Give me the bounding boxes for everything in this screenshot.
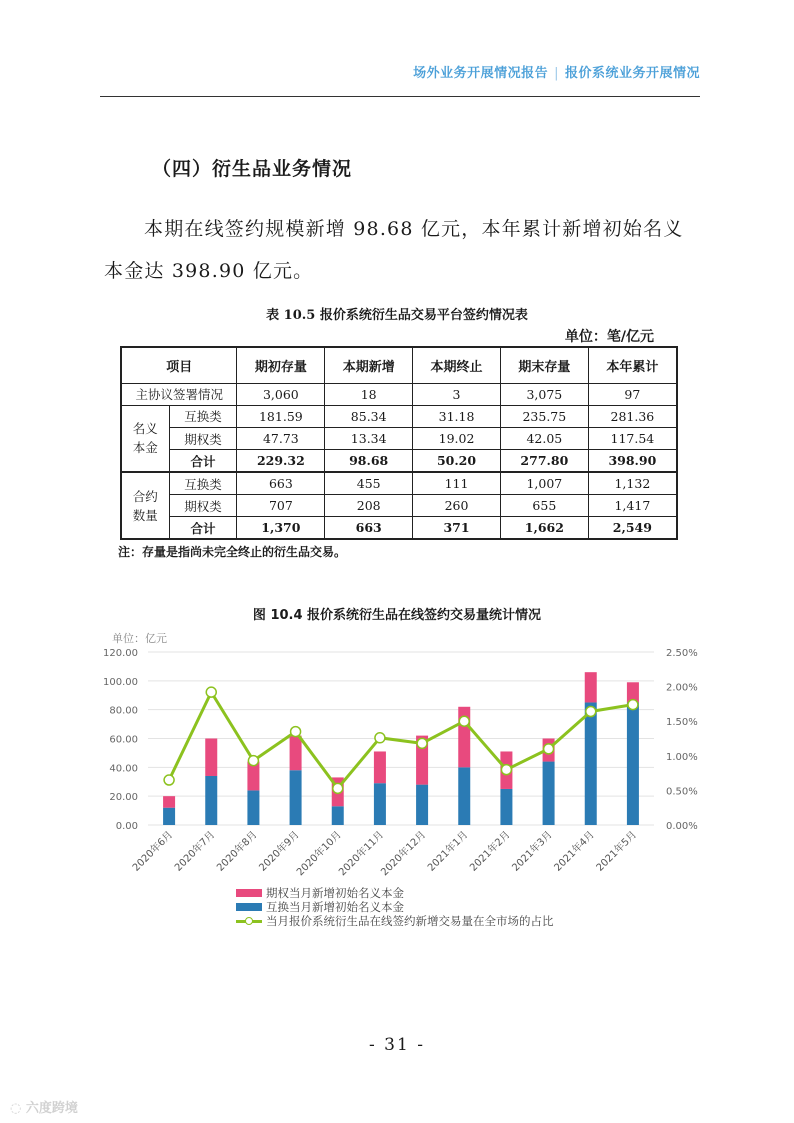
bar-swap [585,702,597,825]
x-tick-label: 2021年1月 [425,829,471,874]
table-cell: 1,007 [500,472,588,494]
row-label: 合计 [169,517,237,539]
legend-label-swaps: 互换当月新增初始名义本金 [266,900,404,914]
share-point [501,765,511,775]
table-cell: 181.59 [237,405,325,427]
table-cell: 3 [413,383,501,405]
x-tick-label: 2021年2月 [468,829,513,874]
bar-option [163,796,175,808]
table-cell: 117.54 [588,428,677,450]
section-heading: （四）衍生品业务情况 [152,158,353,180]
table-cell: 663 [325,517,413,539]
bar-swap [163,808,175,825]
share-point [375,733,385,743]
row-label: 期权类 [169,494,237,516]
x-tick-label: 2021年5月 [594,829,640,874]
bar-swap [247,790,259,825]
table-cell: 398.90 [588,450,677,472]
x-tick-label: 2020年6月 [130,829,176,874]
y-right-tick-label: 1.00% [666,751,698,763]
table-cell: 2,549 [588,517,677,539]
table-note: 注：存量是指尚未完全终止的衍生品交易。 [118,545,347,559]
row-label: 互换类 [169,405,237,427]
share-point [544,744,554,754]
share-point [291,727,301,737]
bar-option [374,751,386,783]
y-right-tick-label: 1.50% [666,717,698,729]
bar-swap [627,702,639,825]
x-tick-label: 2021年4月 [552,829,597,874]
y-right-tick-label: 2.50% [666,648,698,659]
x-tick-label: 2020年10月 [294,829,344,879]
watermark-logo: ◌ 六度跨境 [10,1101,78,1116]
legend-label-options: 期权当月新增初始名义本金 [266,886,404,900]
table-cell: 663 [237,472,325,494]
table-unit: 单位：笔/亿元 [564,329,654,345]
row-label: 合计 [169,450,237,472]
table-row-total [121,450,677,472]
y-left-tick-label: 20.00 [109,792,138,804]
table-cell: 707 [237,494,325,516]
table-cell: 208 [325,494,413,516]
share-point [164,775,174,785]
bar-swap [205,776,217,825]
table-cell: 97 [588,383,677,405]
table-cell: 1,132 [588,472,677,494]
y-left-tick-label: 60.00 [109,734,138,746]
legend-swatch-share [236,916,262,926]
bar-swap [458,767,470,825]
share-point [206,687,216,697]
bar-option [585,672,597,702]
x-tick-label: 2020年9月 [257,829,302,874]
table-cell: 85.34 [325,405,413,427]
table-cell: 13.34 [325,428,413,450]
table-cell: 42.05 [500,428,588,450]
table-cell: 47.73 [237,428,325,450]
header-left-text: 场外业务开展情况报告 [413,66,549,81]
table-cell: 98.68 [325,450,413,472]
header-cell-closing: 期末存量 [500,347,588,383]
table-cell: 229.32 [237,450,325,472]
table-cell: 31.18 [413,405,501,427]
bar-swap [500,789,512,825]
header-cell-ytd: 本年累计 [588,347,677,383]
table-cell: 655 [500,494,588,516]
legend-item-share [236,914,554,928]
bar-swap [416,785,428,825]
chart-caption: 图 10.4 报价系统衍生品在线签约交易量统计情况 [252,608,542,623]
share-point [628,700,638,710]
legend-item-options [236,886,554,900]
share-line [169,692,633,788]
row-label: 互换类 [169,472,237,494]
x-tick-label: 2020年7月 [172,829,218,874]
y-left-tick-label: 0.00 [115,821,138,832]
table-cell: 235.75 [500,405,588,427]
table-cell: 1,662 [500,517,588,539]
bar-option [205,739,217,776]
x-tick-label: 2020年12月 [379,829,429,879]
x-tick-label: 2020年11月 [337,829,387,879]
share-point [586,707,596,717]
table-cell: 455 [325,472,413,494]
share-point [248,756,258,766]
bar-swap [374,783,386,825]
table-cell: 260 [413,494,501,516]
header-separator: | [554,66,559,81]
table-cell: 3,075 [500,383,588,405]
legend-swatch-options [236,889,262,897]
row-label: 主协议签署情况 [121,383,237,405]
table-row [121,472,677,494]
table-cell: 277.80 [500,450,588,472]
header-cell-terminated: 本期终止 [413,347,501,383]
legend-label-share: 当月报价系统衍生品在线签约新增交易量在全市场的占比 [266,914,554,928]
table-cell: 50.20 [413,450,501,472]
table-cell: 19.02 [413,428,501,450]
table-row [121,428,677,450]
chart-legend [236,886,554,928]
group-label-text: 名义本金 [132,421,158,456]
y-left-tick-label: 120.00 [103,648,138,659]
bar-swap [290,770,302,825]
table-row [121,383,677,405]
table-cell: 3,060 [237,383,325,405]
table-cell: 1,370 [237,517,325,539]
table-cell: 111 [413,472,501,494]
x-tick-label: 2020年8月 [215,829,260,874]
share-point [459,716,469,726]
y-left-tick-label: 40.00 [109,763,138,775]
y-right-tick-label: 0.00% [666,821,698,832]
x-tick-label: 2021年3月 [510,829,555,874]
share-point [333,783,343,793]
table-cell: 371 [413,517,501,539]
body-paragraph: 本期在线签约规模新增 98.68 亿元，本年累计新增初始名义本金达 398.90 亿元。 [104,218,684,282]
header-cell-opening: 期初存量 [237,347,325,383]
derivatives-combo-chart [100,628,700,884]
share-point [417,738,427,748]
header-cell-new: 本期新增 [325,347,413,383]
table-row-total [121,517,677,539]
header-rule [100,96,700,97]
y-right-tick-label: 2.00% [666,682,698,694]
table-cell: 18 [325,383,413,405]
page-number: - 31 - [369,1035,425,1055]
y-right-tick-label: 0.50% [666,786,698,798]
table-row [121,494,677,516]
group-label-notional [121,405,169,472]
bar-option [290,736,302,771]
header-cell-item: 项目 [121,347,237,383]
group-label-text: 合约数量 [132,488,158,523]
legend-swatch-swaps [236,903,262,911]
bar-swap [543,762,555,825]
y-left-tick-label: 80.00 [109,705,138,717]
y-axis-unit-label: 单位：亿元 [112,632,167,645]
table-cell: 1,417 [588,494,677,516]
bar-swap [332,806,344,825]
table-caption: 表 10.5 报价系统衍生品交易平台签约情况表 [266,308,528,323]
table-header-row [121,347,677,383]
table-row [121,405,677,427]
row-label: 期权类 [169,428,237,450]
y-left-tick-label: 100.00 [103,676,138,688]
header-right-text: 报价系统业务开展情况 [564,66,700,81]
running-header [413,62,700,81]
legend-item-swaps [236,900,554,914]
group-label-count [121,472,169,539]
table-cell: 281.36 [588,405,677,427]
derivatives-signing-table [120,346,678,540]
